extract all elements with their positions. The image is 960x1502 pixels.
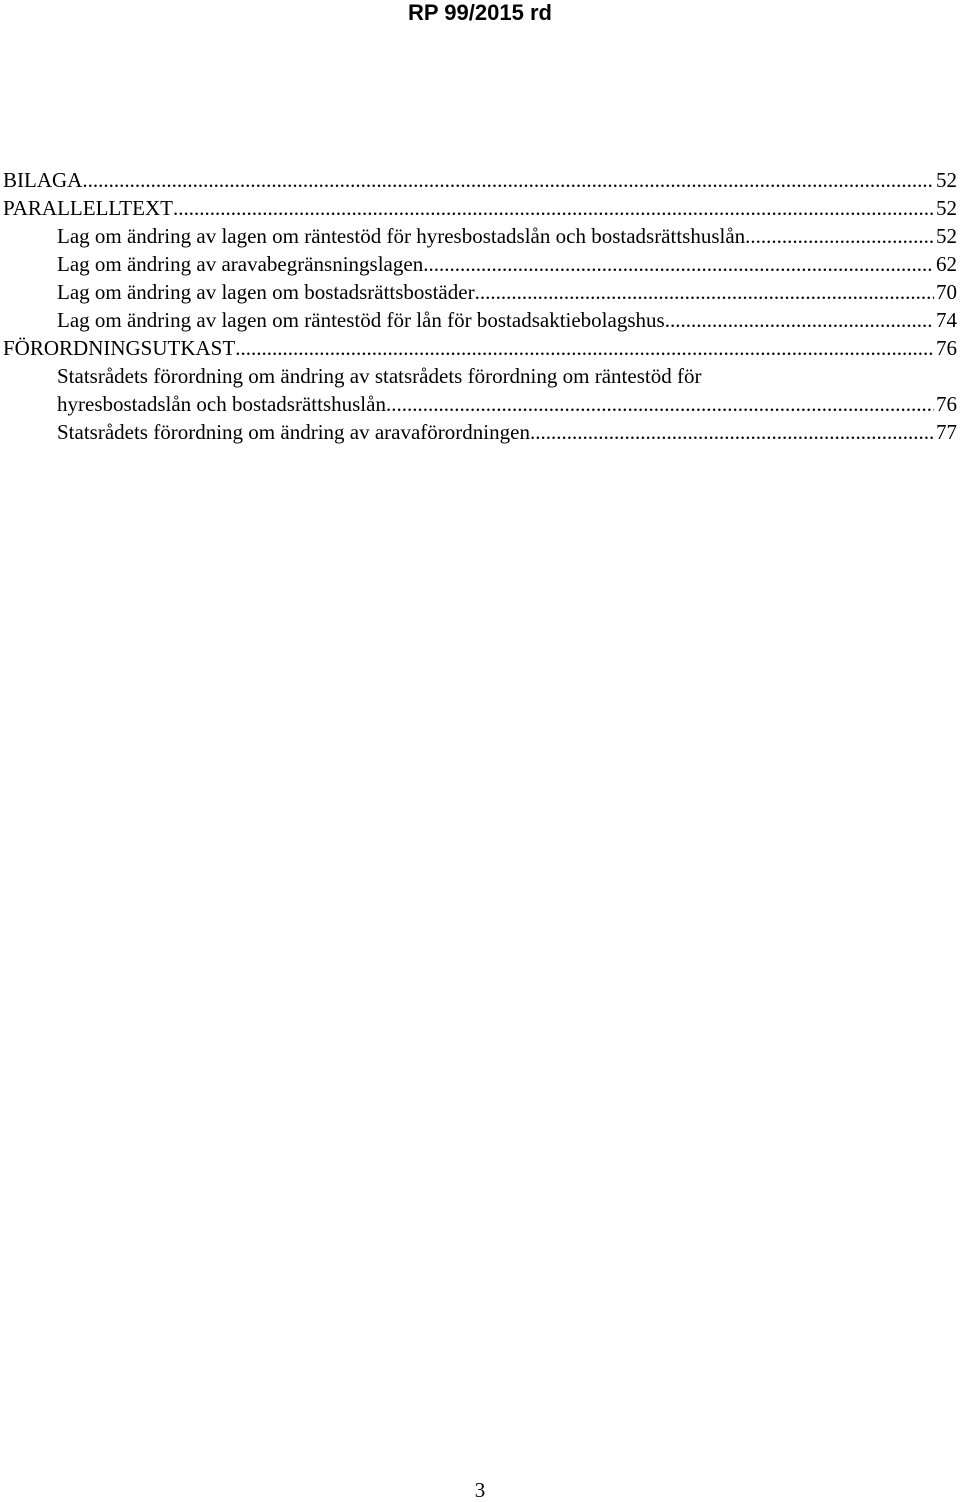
toc-entry-bilaga[interactable] — [3, 166, 957, 194]
toc-dot-leader — [665, 306, 934, 334]
toc-entry-title: Lag om ändring av aravabegränsningslagen — [57, 252, 424, 276]
page-number: 3 — [474, 1478, 486, 1502]
toc-dot-leader — [173, 194, 934, 222]
toc-entry-page: 74 — [936, 308, 957, 332]
table-of-contents — [3, 166, 957, 446]
document-header: RP 99/2015 rd — [408, 0, 552, 25]
toc-entry-title: PARALLELLTEXT — [3, 196, 173, 220]
toc-dot-leader — [386, 390, 934, 418]
toc-dot-leader — [745, 222, 934, 250]
toc-entry-title-line1: Statsrådets förordning om ändring av statsrådets förordning om räntestöd för — [57, 364, 702, 388]
toc-dot-leader — [82, 166, 934, 194]
toc-dot-leader — [530, 418, 934, 446]
toc-entry-forordning-rantestod[interactable] — [3, 362, 957, 418]
toc-entry-parallelltext[interactable] — [3, 194, 957, 222]
toc-dot-leader — [423, 250, 934, 278]
toc-entry-forordningsutkast[interactable] — [3, 334, 957, 362]
toc-entry-title: Lag om ändring av lagen om bostadsrättsbostäder — [57, 280, 475, 304]
toc-entry-page: 70 — [936, 280, 957, 304]
toc-entry-title: BILAGA — [3, 168, 83, 192]
toc-entry-lag-rantestod-hyresbostadslan[interactable] — [3, 222, 957, 250]
toc-dot-leader — [475, 278, 934, 306]
toc-entry-page: 52 — [936, 168, 957, 192]
toc-entry-page: 52 — [936, 224, 957, 248]
toc-entry-page: 52 — [936, 196, 957, 220]
toc-entry-lag-bostadsrattsbostader[interactable] — [3, 278, 957, 306]
toc-entry-page: 77 — [936, 420, 957, 444]
toc-entry-forordning-aravaforordningen[interactable] — [3, 418, 957, 446]
toc-entry-title-line2: hyresbostadslån och bostadsrättshuslån — [57, 392, 386, 416]
toc-entry-page: 76 — [936, 392, 957, 416]
toc-entry-title: Lag om ändring av lagen om räntestöd för hyresbostadslån och bostadsrättshuslån — [57, 224, 746, 248]
toc-entry-page: 76 — [936, 336, 957, 360]
toc-entry-title: Lag om ändring av lagen om räntestöd för lån för bostadsaktiebolagshus — [57, 308, 665, 332]
toc-entry-lag-aravabegransningslagen[interactable] — [3, 250, 957, 278]
toc-entry-title: FÖRORDNINGSUTKAST — [3, 336, 236, 360]
toc-entry-title: Statsrådets förordning om ändring av aravaförordningen — [57, 420, 530, 444]
toc-entry-lag-bostadsaktiebolagshus[interactable] — [3, 306, 957, 334]
toc-entry-page: 62 — [936, 252, 957, 276]
toc-dot-leader — [235, 334, 934, 362]
toc-entry-continuation — [3, 390, 957, 418]
